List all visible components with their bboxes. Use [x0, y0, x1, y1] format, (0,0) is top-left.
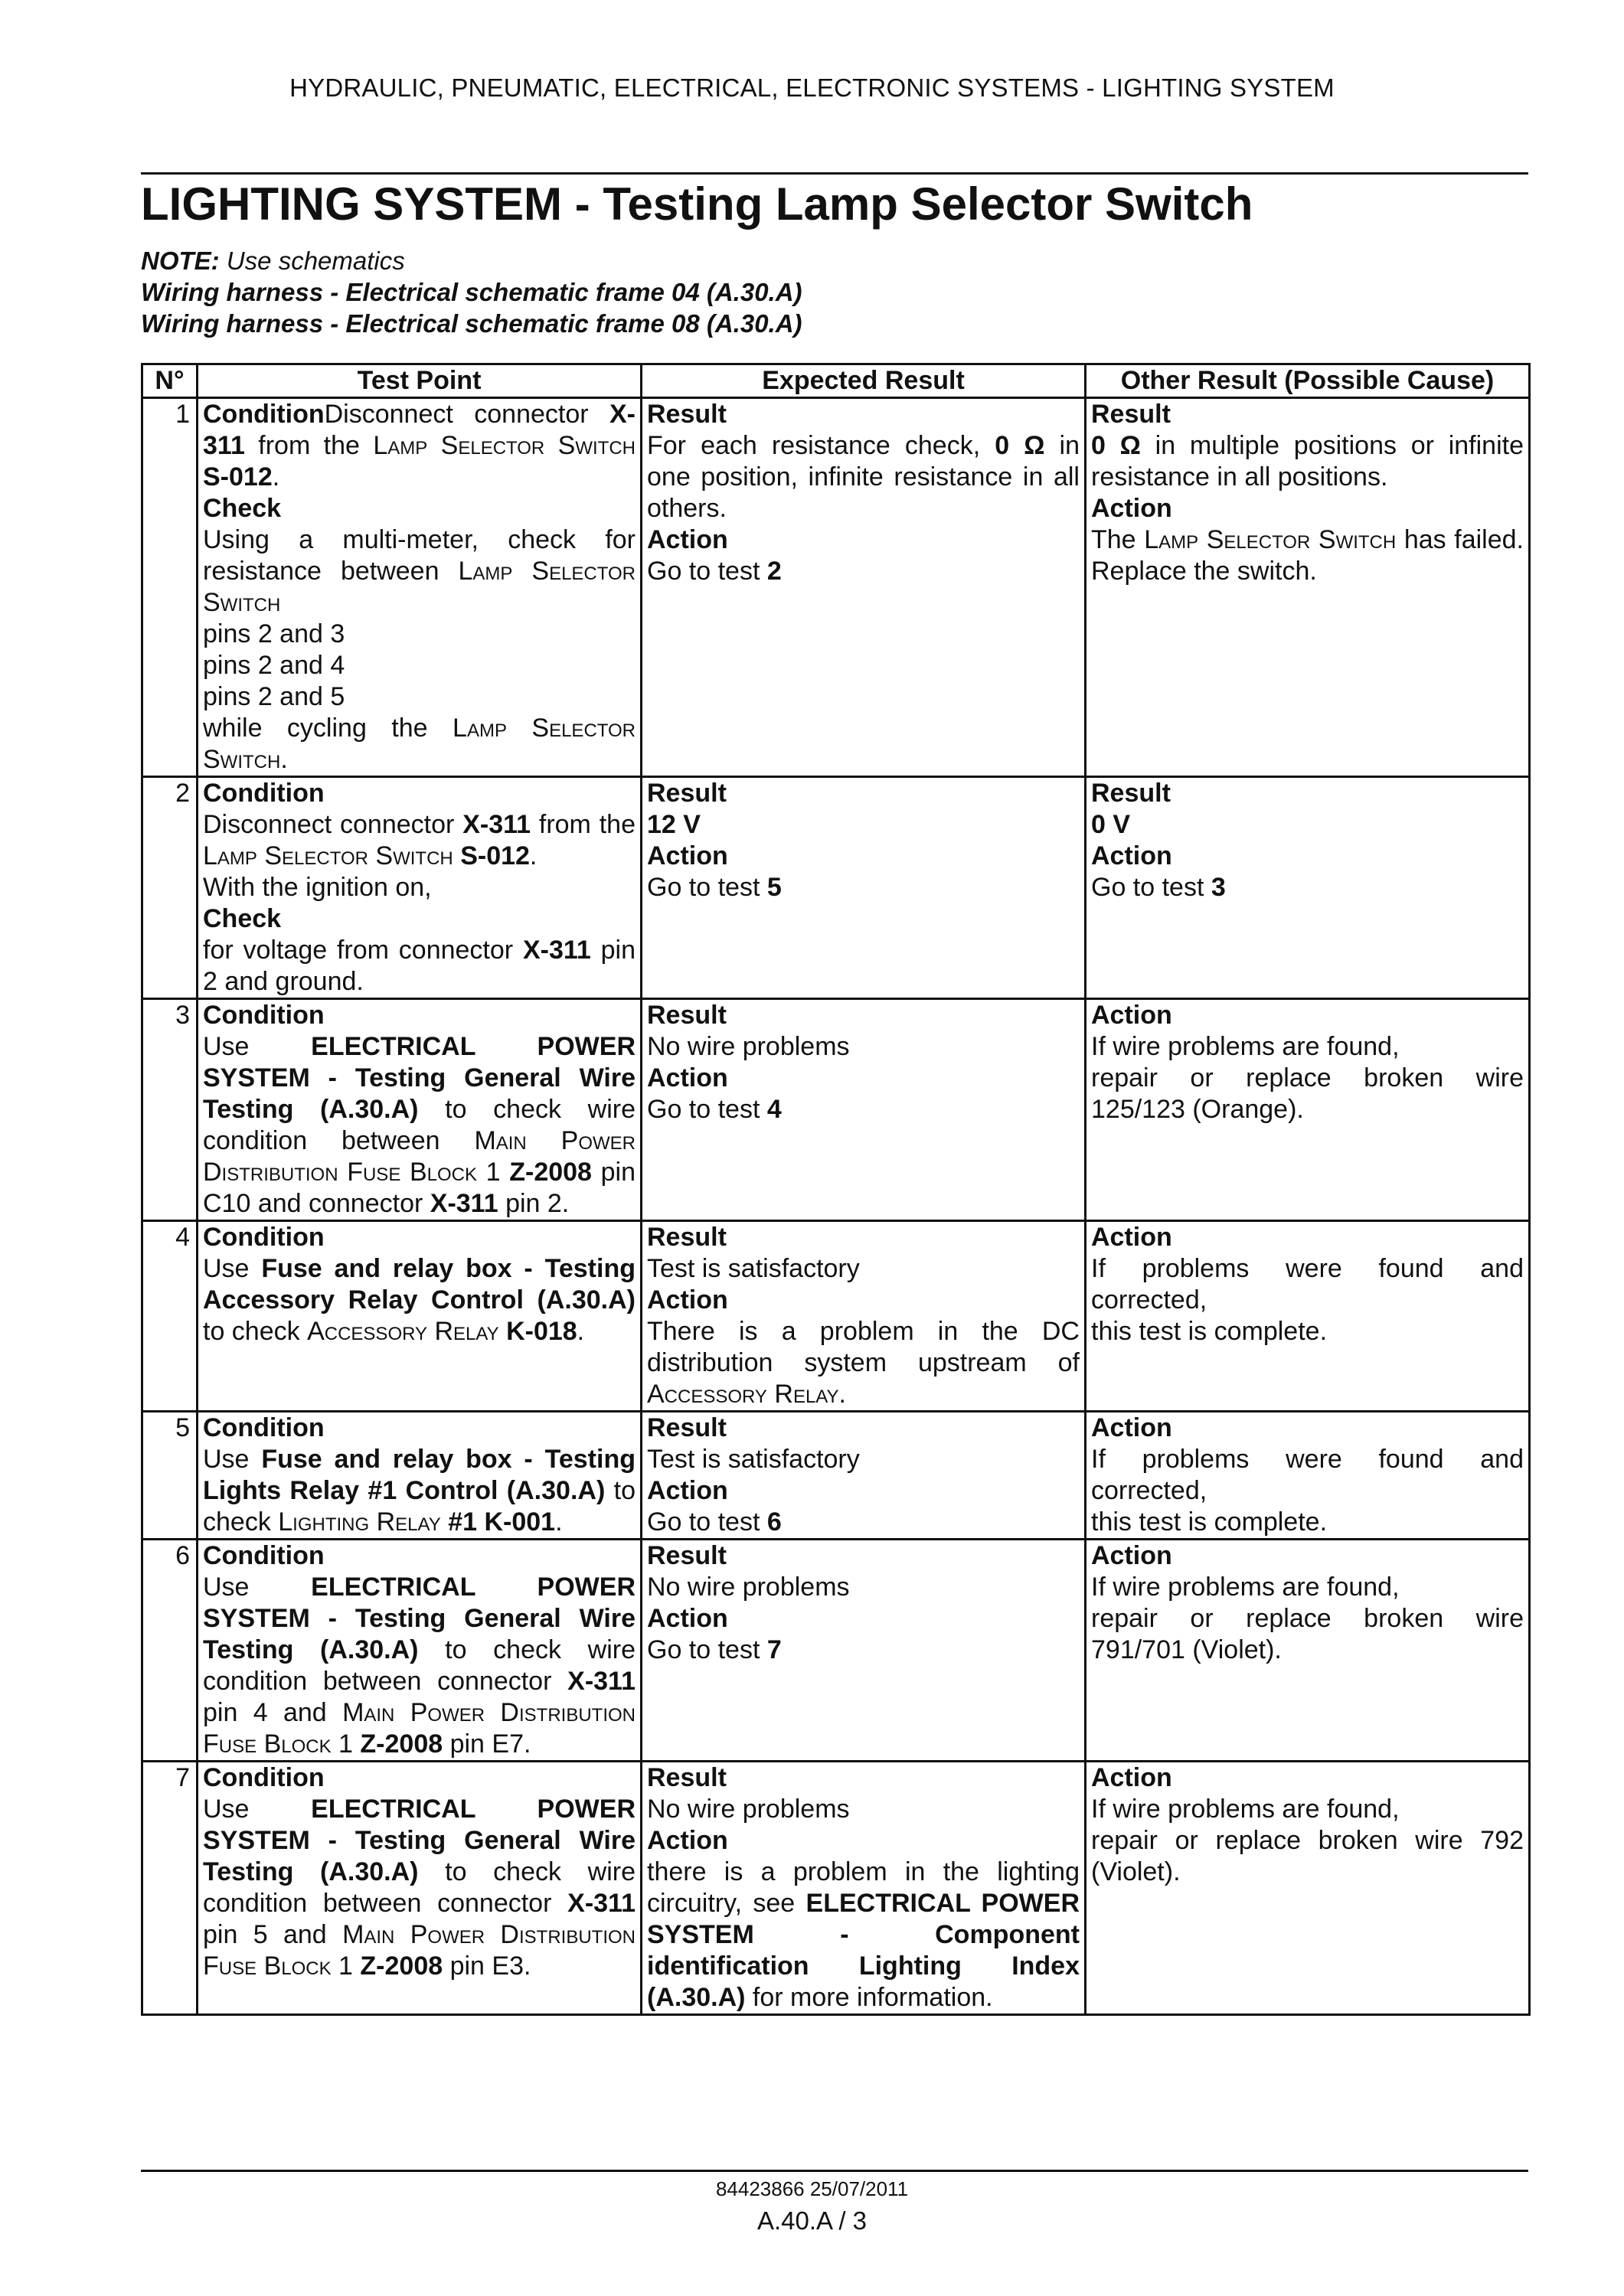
cell-text: No wire problems — [647, 1032, 850, 1061]
cell-text: pins 2 and 4 — [203, 651, 345, 680]
cell-text: . — [555, 1507, 563, 1537]
cell-text: Z-2008 — [509, 1158, 592, 1187]
cell-text — [353, 1951, 360, 1981]
cell-text: Use — [203, 1445, 262, 1474]
cell-text: #1 K-001 — [448, 1507, 556, 1537]
test-point-cell — [198, 1412, 642, 1540]
cell-text: Lamp Selector Switch — [1144, 525, 1397, 554]
cell-text: X-311 — [567, 1889, 636, 1918]
other-result-cell — [1086, 1221, 1530, 1412]
cell-text: Action — [1091, 1413, 1172, 1442]
cell-text: There is a problem in the DC distribution system upstream of — [647, 1317, 1080, 1377]
header-other-result: Other Result (Possible Cause) — [1086, 364, 1530, 398]
cell-text: for more information. — [745, 1983, 993, 2012]
table-row — [142, 999, 1530, 1221]
cell-text: while cycling the — [203, 714, 453, 743]
cell-text: pins 2 and 5 — [203, 682, 345, 711]
cell-text: . — [529, 841, 538, 870]
cell-text: Fuse and relay box - Testing Accessory Relay Control (A.30.A) — [203, 1254, 636, 1315]
cell-text: Condition — [203, 1763, 325, 1792]
cell-text: Go to test — [647, 1095, 767, 1124]
cell-text: Result — [647, 1541, 727, 1570]
test-number: 6 — [142, 1540, 198, 1762]
cell-text: With the ignition on, — [203, 873, 432, 902]
cell-text: Check — [203, 494, 282, 523]
cell-text: to check wire condition between connector — [203, 1857, 636, 1918]
cell-text: from the — [531, 810, 636, 839]
cell-text: Go to test — [647, 557, 767, 586]
cell-text: Accessory Relay — [307, 1317, 499, 1346]
cell-text: ELECTRICAL POWER SYSTEM - Testing General Wire Testing (A.30.A) — [203, 1573, 636, 1664]
cell-text: pin E7. — [443, 1729, 531, 1759]
cell-text: has failed. Replace the switch. — [1091, 525, 1524, 586]
test-number: 4 — [142, 1221, 198, 1412]
test-number: 3 — [142, 999, 198, 1221]
cell-text — [453, 841, 460, 870]
cell-text: this test is complete. — [1091, 1507, 1328, 1537]
cell-text: 0 Ω — [995, 431, 1045, 460]
cell-text: ELECTRICAL POWER SYSTEM - Testing General Wire Testing (A.30.A) — [203, 1795, 636, 1886]
cell-text: Action — [647, 1285, 728, 1315]
cell-text: If wire problems are found, — [1091, 1573, 1400, 1602]
table-header-row — [142, 364, 1530, 398]
cell-text: Fuse and relay box - Testing Lights Relay #1 Control (A.30.A) — [203, 1445, 636, 1505]
cell-text: Lamp Selector Switch — [203, 557, 636, 617]
cell-text: pin 2. — [498, 1189, 570, 1218]
cell-text: Result — [647, 1413, 727, 1442]
cell-text: Result — [647, 779, 727, 808]
other-result-cell — [1086, 1762, 1530, 2015]
table-row — [142, 1540, 1530, 1762]
cell-text: Z-2008 — [360, 1729, 443, 1759]
cell-text: ELECTRICAL POWER SYSTEM - Component identification Lighting Index (A.30.A) — [647, 1889, 1080, 2012]
cell-text: to check wire condition between connector — [203, 1635, 636, 1696]
test-point-cell — [198, 398, 642, 777]
expected-result-cell — [642, 999, 1086, 1221]
note-label: NOTE: — [141, 247, 220, 275]
table-row — [142, 777, 1530, 999]
cell-text: to check — [203, 1476, 636, 1537]
cell-text: 3 — [1211, 873, 1226, 902]
header-num: N° — [142, 364, 198, 398]
document-id: 84423866 25/07/2011 — [715, 2177, 909, 2200]
cell-text: Result — [647, 1001, 727, 1030]
cell-text: X-311 — [567, 1667, 636, 1696]
cell-text: pin 4 and — [203, 1698, 343, 1727]
cell-text: No wire problems — [647, 1573, 850, 1602]
cell-text: repair or replace broken wire 125/123 (Orange). — [1091, 1063, 1524, 1124]
table-body — [142, 398, 1530, 2015]
test-number: 7 — [142, 1762, 198, 2015]
table-row — [142, 1221, 1530, 1412]
cell-text: 0 Ω — [1091, 431, 1141, 460]
cell-text: Main Power Distribution Fuse Block 1 — [203, 1920, 636, 1981]
cell-text: Result — [1091, 779, 1171, 808]
expected-result-cell — [642, 398, 1086, 777]
cell-text: Use — [203, 1032, 312, 1061]
cell-text: Condition — [203, 1001, 325, 1030]
cell-text: S-012 — [460, 841, 530, 870]
other-result-cell — [1086, 398, 1530, 777]
cell-text: Using a multi-meter, check for resistance between — [203, 525, 636, 586]
header-test-point: Test Point — [198, 364, 642, 398]
cell-text: Use — [203, 1254, 262, 1283]
table-row — [142, 1762, 1530, 2015]
cell-text: 0 V — [1091, 810, 1131, 839]
cell-text: for voltage from connector — [203, 936, 523, 965]
cell-text: 12 V — [647, 810, 701, 839]
cell-text: pins 2 and 3 — [203, 619, 345, 648]
cell-text: in one position, infinite resistance in all others. — [647, 431, 1080, 523]
cell-text: Check — [203, 904, 282, 933]
cell-text: 2 — [766, 557, 782, 586]
cell-text: Go to test — [647, 1507, 767, 1537]
cell-text: For each resistance check, — [647, 431, 995, 460]
table-row — [142, 1412, 1530, 1540]
schematic-ref-link[interactable]: Wiring harness - Electrical schematic frame 08 (A.30.A) — [141, 309, 802, 338]
cell-text: Lighting Relay — [278, 1507, 441, 1537]
test-point-cell — [198, 1540, 642, 1762]
cell-text: Action — [647, 841, 728, 870]
test-table — [141, 363, 1531, 2016]
cell-text: Go to test — [1091, 873, 1211, 902]
cell-text: Action — [647, 1063, 728, 1092]
cell-text: Disconnect connector — [203, 810, 463, 839]
cell-text: X-311 — [430, 1189, 498, 1218]
cell-text: 5 — [766, 873, 782, 902]
cell-text: to check — [203, 1317, 308, 1346]
cell-text: repair or replace broken wire 792 (Violet). — [1091, 1826, 1524, 1886]
cell-text: Disconnect connector — [324, 400, 609, 429]
cell-text: . — [280, 745, 288, 774]
header-expected-result: Expected Result — [642, 364, 1086, 398]
schematic-ref-link[interactable]: Wiring harness - Electrical schematic frame 04 (A.30.A) — [141, 278, 802, 306]
cell-text: Action — [1091, 1001, 1172, 1030]
cell-text: Lamp Selector Switch — [203, 714, 636, 774]
table-row — [142, 398, 1530, 777]
cell-text: If wire problems are found, — [1091, 1795, 1400, 1824]
footer-rule — [141, 2170, 1528, 2172]
cell-text — [499, 1317, 506, 1346]
cell-text: X-311 — [522, 936, 591, 965]
cell-text — [501, 1158, 510, 1187]
cell-text: K-018 — [506, 1317, 577, 1346]
cell-text: repair or replace broken wire 791/701 (Violet). — [1091, 1604, 1524, 1664]
cell-text: If wire problems are found, — [1091, 1032, 1400, 1061]
cell-text: from the — [244, 431, 374, 460]
cell-text: 6 — [766, 1507, 782, 1537]
expected-result-cell — [642, 1762, 1086, 2015]
cell-text: Condition — [203, 1413, 325, 1442]
title-rule — [141, 172, 1528, 175]
cell-text: Condition — [203, 1223, 325, 1252]
test-point-cell — [198, 999, 642, 1221]
cell-text: If problems were found and corrected, — [1091, 1445, 1524, 1505]
cell-text: 4 — [766, 1095, 782, 1124]
cell-text: Go to test — [647, 1635, 767, 1664]
cell-text: The — [1091, 525, 1145, 554]
cell-text: Action — [1091, 494, 1172, 523]
test-number: 1 — [142, 398, 198, 777]
cell-text: to check wire condition between — [203, 1095, 636, 1155]
note-line — [141, 245, 802, 276]
cell-text: No wire problems — [647, 1795, 850, 1824]
cell-text: Result — [1091, 400, 1171, 429]
cell-text: Action — [647, 1826, 728, 1855]
cell-text: Action — [1091, 1763, 1172, 1792]
test-point-cell — [198, 1762, 642, 2015]
cell-text: Main Power Distribution Fuse Block 1 — [203, 1126, 636, 1187]
cell-text: Result — [647, 1763, 727, 1792]
cell-text: Go to test — [647, 873, 767, 902]
cell-text: pin 5 and — [203, 1920, 343, 1949]
cell-text: this test is complete. — [1091, 1317, 1328, 1346]
cell-text: Action — [647, 1476, 728, 1505]
cell-text: Z-2008 — [360, 1951, 443, 1981]
cell-text: ELECTRICAL POWER SYSTEM - Testing General Wire Testing (A.30.A) — [203, 1032, 636, 1124]
cell-text: pin E3. — [443, 1951, 531, 1981]
cell-text: Accessory Relay — [647, 1380, 839, 1409]
expected-result-cell — [642, 777, 1086, 999]
cell-text: pin 2 and ground. — [203, 936, 636, 996]
cell-text — [441, 1507, 448, 1537]
cell-text — [353, 1729, 360, 1759]
cell-text: 7 — [766, 1635, 782, 1664]
cell-text: . — [272, 462, 280, 492]
test-number: 2 — [142, 777, 198, 999]
note-block — [141, 245, 802, 339]
cell-text: Lamp Selector Switch — [373, 431, 636, 460]
cell-text: Condition — [203, 400, 325, 429]
other-result-cell — [1086, 777, 1530, 999]
cell-text: there is a problem in the lighting circuitry, see — [647, 1857, 1080, 1918]
running-header: HYDRAULIC, PNEUMATIC, ELECTRICAL, ELECTRONIC SYSTEMS - LIGHTING SYSTEM — [289, 73, 1335, 102]
test-point-cell — [198, 777, 642, 999]
expected-result-cell — [642, 1221, 1086, 1412]
page-number: A.40.A / 3 — [756, 2206, 868, 2235]
cell-text: Condition — [203, 779, 325, 808]
cell-text: Main Power Distribution Fuse Block 1 — [203, 1698, 636, 1759]
cell-text: . — [577, 1317, 585, 1346]
cell-text: Action — [647, 1604, 728, 1633]
cell-text: Action — [1091, 1223, 1172, 1252]
cell-text: Test is satisfactory — [647, 1445, 860, 1474]
test-number: 5 — [142, 1412, 198, 1540]
other-result-cell — [1086, 1412, 1530, 1540]
cell-text: Condition — [203, 1541, 325, 1570]
cell-text: pin C10 and connector — [203, 1158, 636, 1218]
cell-text: Action — [1091, 841, 1172, 870]
test-point-cell — [198, 1221, 642, 1412]
cell-text: X-311 — [462, 810, 531, 839]
cell-text: Result — [647, 1223, 727, 1252]
cell-text: . — [838, 1380, 846, 1409]
cell-text: S-012 — [203, 462, 273, 492]
expected-result-cell — [642, 1412, 1086, 1540]
cell-text: Result — [647, 400, 727, 429]
cell-text: Lamp Selector Switch — [203, 841, 453, 870]
cell-text: Action — [1091, 1541, 1172, 1570]
cell-text: If problems were found and corrected, — [1091, 1254, 1524, 1315]
cell-text: Use — [203, 1795, 312, 1824]
cell-text: Test is satisfactory — [647, 1254, 860, 1283]
cell-text: X-311 — [203, 400, 636, 460]
cell-text: Use — [203, 1573, 312, 1602]
page-title: LIGHTING SYSTEM - Testing Lamp Selector Switch — [141, 178, 1253, 230]
other-result-cell — [1086, 1540, 1530, 1762]
cell-text: Action — [647, 525, 728, 554]
cell-text: in multiple positions or infinite resistance in all positions. — [1091, 431, 1524, 492]
other-result-cell — [1086, 999, 1530, 1221]
expected-result-cell — [642, 1540, 1086, 1762]
note-text: Use schematics — [226, 247, 405, 275]
